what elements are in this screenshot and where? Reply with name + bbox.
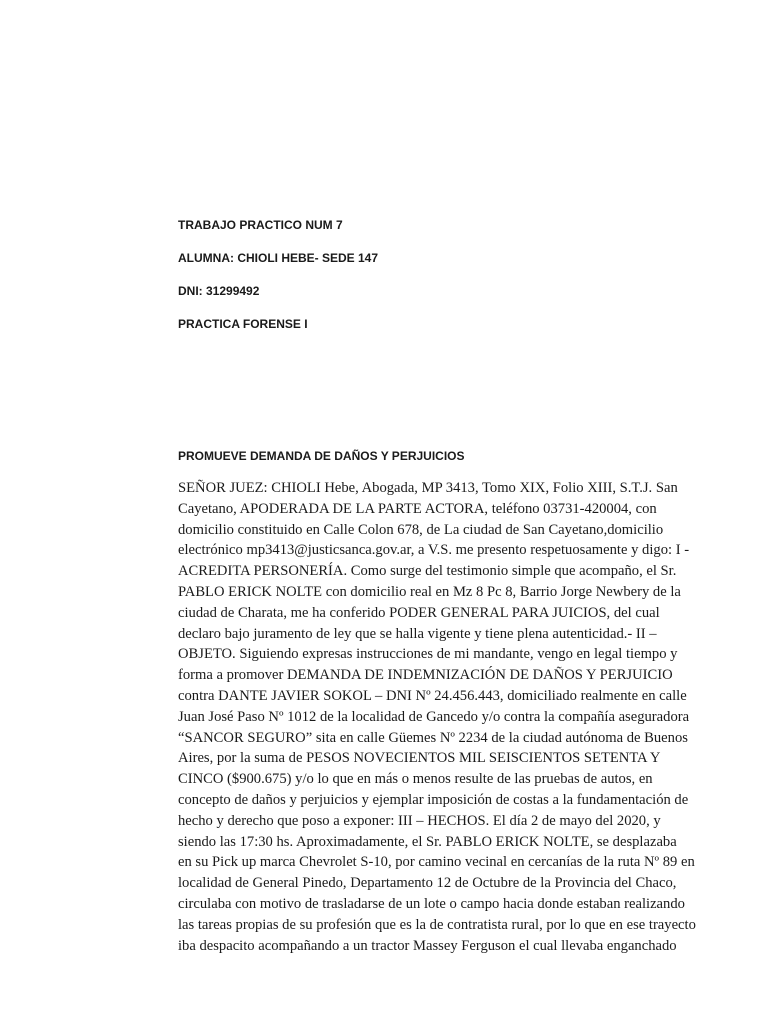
- assignment-title: TRABAJO PRACTICO NUM 7: [178, 218, 343, 232]
- body-line: Aires, por la suma de PESOS NOVECIENTOS MIL SEISCIENTOS SETENTA Y: [178, 750, 661, 767]
- body-line: contra DANTE JAVIER SOKOL – DNI Nº 24.456.443, domiciliado realmente en calle: [178, 687, 687, 704]
- body-line: siendo las 17:30 hs. Aproximadamente, el Sr. PABLO ERICK NOLTE, se desplazaba: [178, 833, 677, 850]
- body-line: localidad de General Pinedo, Departamento 12 de Octubre de la Provincia del Chaco,: [178, 875, 677, 892]
- body-line: “SANCOR SEGURO” sita en calle Güemes Nº 2234 de la ciudad autónoma de Buenos: [178, 729, 688, 746]
- body-line: las tareas propias de su profesión que es la de contratista rural, por lo que en ese trayecto: [178, 916, 696, 933]
- body-line: Cayetano, APODERADA DE LA PARTE ACTORA, teléfono 03731-420004, con: [178, 500, 657, 517]
- body-line: OBJETO. Siguiendo expresas instrucciones de mi mandante, vengo en legal tiempo y: [178, 646, 678, 663]
- body-line: ciudad de Charata, me ha conferido PODER GENERAL PARA JUICIOS, del cual: [178, 604, 660, 621]
- document-body: [178, 478, 723, 956]
- body-line: Juan José Paso Nº 1012 de la localidad de Gancedo y/o contra la compañía aseguradora: [178, 708, 690, 725]
- student-dni: DNI: 31299492: [178, 284, 260, 298]
- student-name: ALUMNA: CHIOLI HEBE- SEDE 147: [178, 251, 379, 265]
- document-subject: PROMUEVE DEMANDA DE DAÑOS Y PERJUICIOS: [178, 449, 465, 463]
- body-line: en su Pick up marca Chevrolet S-10, por camino vecinal en cercanías de la ruta Nº 89 en: [178, 854, 695, 871]
- body-line: domicilio constituido en Calle Colon 678, de La ciudad de San Cayetano,domicilio: [178, 521, 664, 538]
- body-line: forma a promover DEMANDA DE INDEMNIZACIÓN DE DAÑOS Y PERJUICIO: [178, 667, 673, 684]
- body-line: iba despacito acompañando a un tractor Massey Ferguson el cual llevaba enganchado: [178, 937, 677, 954]
- body-line: hecho y derecho que poso a exponer: III – HECHOS. El día 2 de mayo del 2020, y: [178, 812, 661, 829]
- body-line: PABLO ERICK NOLTE con domicilio real en Mz 8 Pc 8, Barrio Jorge Newbery de la: [178, 583, 681, 600]
- course-name: PRACTICA FORENSE I: [178, 317, 308, 331]
- body-line: circulaba con motivo de trasladarse de un lote o campo hacia donde estaban realizando: [178, 895, 685, 912]
- body-line: electrónico mp3413@justicsanca.gov.ar, a V.S. me presento respetuosamente y digo: I -: [178, 542, 690, 559]
- body-line: declaro bajo juramento de ley que se halla vigente y tiene plena autenticidad.- II –: [178, 625, 657, 642]
- body-line: SEÑOR JUEZ: CHIOLI Hebe, Abogada, MP 3413, Tomo XIX, Folio XIII, S.T.J. San: [178, 480, 678, 496]
- body-line: CINCO ($900.675) y/o lo que en más o menos resulte de las pruebas de autos, en: [178, 771, 653, 788]
- body-line: concepto de daños y perjuicios y ejemplar imposición de costas a la fundamentación de: [178, 791, 689, 808]
- body-line: ACREDITA PERSONERÍA. Como surge del testimonio simple que acompaño, el Sr.: [178, 563, 677, 580]
